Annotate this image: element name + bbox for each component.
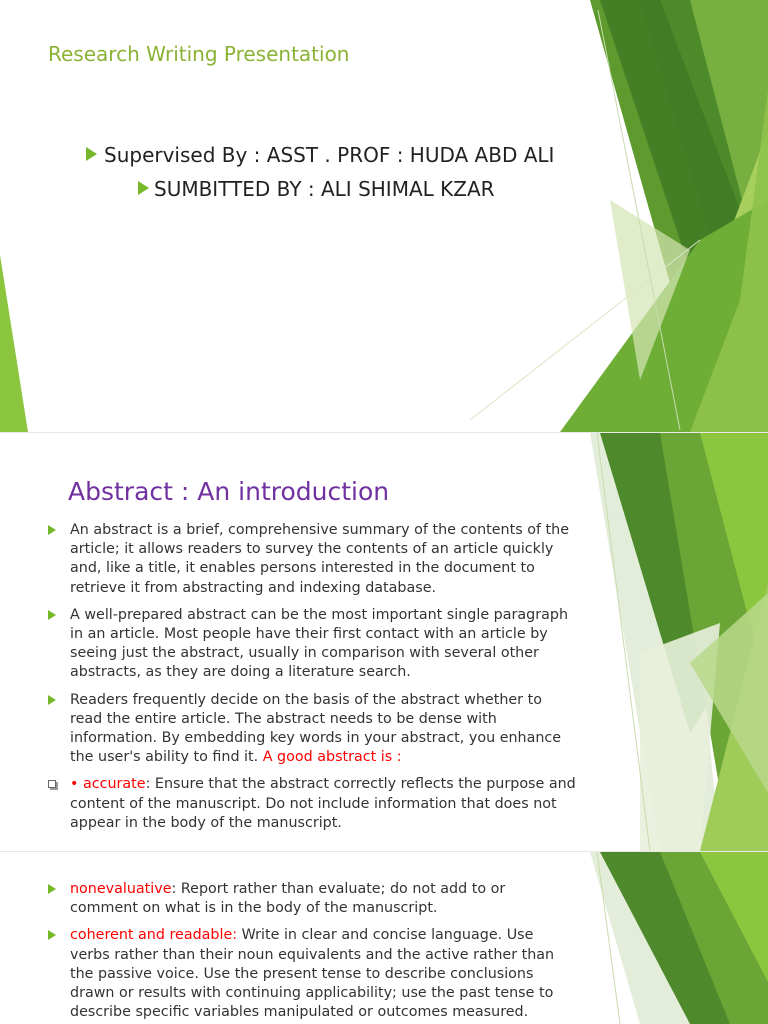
list-item: An abstract is a brief, comprehensive summary of the contents of the article; it allows readers to survey the contents of an article quickly and, like a title, it enables persons interested in the document to retrieve it from abstracting and indexing database.	[46, 521, 576, 598]
slide-abstract-intro	[0, 433, 768, 851]
bullet-arrow-icon	[48, 525, 56, 535]
abstract-bullet-list	[46, 521, 576, 841]
bullet-arrow-icon	[48, 884, 56, 894]
supervised-text: Supervised By : ASST . PROF : HUDA ABD ALI	[104, 143, 555, 167]
bullet-arrow-icon	[48, 610, 56, 620]
nonevaluative-term: nonevaluative	[70, 881, 172, 897]
coherent-term: coherent and readable:	[70, 927, 238, 944]
good-abstract-label: A good abstract is :	[262, 749, 402, 766]
bullet-arrow-icon	[86, 147, 97, 161]
list-item: coherent and readable: Write in clear and concise language. Use verbs rather than their noun equivalents and the active rather than the passive voice. Use the present tense to describe conclusions drawn or results with continuing applicability; use the past tense to describe specific variables manipulated or outcomes measured.	[46, 926, 576, 1022]
list-item: nonevaluative: Report rather than evaluate; do not add to or comment on what is in the body of the manuscript.	[46, 880, 576, 918]
submitted-line	[138, 177, 495, 201]
list-item: • accurate: Ensure that the abstract correctly reflects the purpose and content of the manuscript. Do not include information that does not appear in the body of the manuscript.	[46, 775, 576, 833]
bullet-arrow-icon	[138, 181, 149, 195]
presentation-title: Research Writing Presentation	[48, 42, 350, 66]
bullet-arrow-icon	[48, 930, 56, 940]
checkbox-bullet-icon	[48, 780, 56, 788]
slide-abstract-qualities	[0, 852, 768, 1024]
bullet-arrow-icon	[48, 695, 56, 705]
slide-title	[0, 0, 768, 432]
section-heading: Abstract : An introduction	[68, 477, 390, 506]
list-item: Readers frequently decide on the basis of the abstract whether to read the entire article. The abstract needs to be dense with information. By embedding key words in your abstract, you enhance the user's ability to find it. A good abstract is :	[46, 691, 576, 768]
list-item: A well-prepared abstract can be the most important single paragraph in an article. Most people have their first contact with an article by seeing just the abstract, usually in comparison with several other abstracts, as they are doing a literature search.	[46, 606, 576, 683]
accurate-term: • accurate	[70, 776, 146, 793]
qualities-bullet-list	[46, 880, 576, 1024]
supervised-line	[86, 143, 554, 167]
submitted-text: SUMBITTED BY : ALI SHIMAL KZAR	[154, 177, 495, 201]
